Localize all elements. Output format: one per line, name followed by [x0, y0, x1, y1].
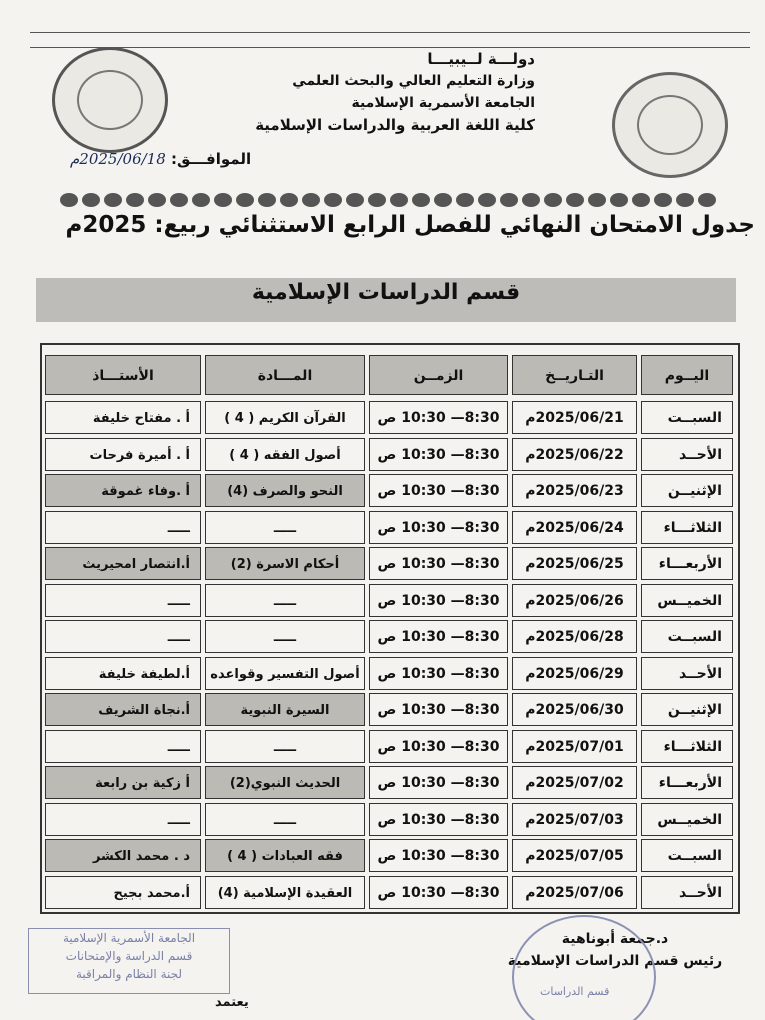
- department-stamp-text: قسم الدراسات: [540, 985, 610, 998]
- subject-cell: ـــــ: [205, 511, 365, 544]
- bead-dot: [104, 193, 122, 207]
- time-cell: 8:30— 10:30 ص: [369, 803, 508, 836]
- instructor-cell: أ .وفاء غموقة: [45, 474, 201, 507]
- bead-dot: [698, 193, 716, 207]
- header-subject: المـــادة: [205, 355, 365, 395]
- day-cell: الإثنيــن: [641, 474, 733, 507]
- bead-dot: [82, 193, 100, 207]
- header-day: اليــوم: [641, 355, 733, 395]
- instructor-cell: أ . مفتاح خليفة: [45, 401, 201, 434]
- time-cell: 8:30— 10:30 ص: [369, 547, 508, 580]
- bead-dot: [280, 193, 298, 207]
- subject-cell: الحديث النبوي(2): [205, 766, 365, 799]
- day-cell: الخميــس: [641, 803, 733, 836]
- instructor-cell: ـــــ: [45, 584, 201, 617]
- bead-dot: [500, 193, 518, 207]
- top-border: [30, 32, 750, 48]
- instructor-cell: أ.نجاة الشريف: [45, 693, 201, 726]
- date-cell: 2025/06/28م: [512, 620, 637, 653]
- day-cell: الأربعـــاء: [641, 547, 733, 580]
- bead-dot: [368, 193, 386, 207]
- university-name: الجامعة الأسمرية الإسلامية: [351, 95, 535, 111]
- instructor-cell: أ.محمد بجيح: [45, 876, 201, 909]
- instructor-cell: ـــــ: [45, 803, 201, 836]
- day-cell: الثلاثـــاء: [641, 511, 733, 544]
- stamp-line-2: قسم الدراسة والإمتحانات: [65, 949, 193, 963]
- bead-dot: [610, 193, 628, 207]
- department-name: قسم الدراسات الإسلامية: [251, 280, 521, 305]
- subject-cell: القرآن الكريم ( 4 ): [205, 401, 365, 434]
- bead-dot: [522, 193, 540, 207]
- stamp-line-3: لجنة النظام والمراقبة: [75, 967, 183, 981]
- day-cell: الأحــد: [641, 876, 733, 909]
- time-cell: 8:30— 10:30 ص: [369, 584, 508, 617]
- bead-dot: [148, 193, 166, 207]
- day-cell: الأربعـــاء: [641, 766, 733, 799]
- subject-cell: ـــــ: [205, 730, 365, 763]
- college-logo-seal: [52, 47, 168, 153]
- day-cell: السبــت: [641, 401, 733, 434]
- header-time: الزمــن: [369, 355, 508, 395]
- date-cell: 2025/07/06م: [512, 876, 637, 909]
- subject-cell: أصول التفسير وقواعده: [205, 657, 365, 690]
- time-cell: 8:30— 10:30 ص: [369, 620, 508, 653]
- bead-dot: [302, 193, 320, 207]
- day-cell: الإثنيــن: [641, 693, 733, 726]
- subject-cell: العقيدة الإسلامية (4): [205, 876, 365, 909]
- instructor-cell: أ.انتصار امحيريث: [45, 547, 201, 580]
- day-cell: الأحــد: [641, 657, 733, 690]
- subject-cell: ـــــ: [205, 803, 365, 836]
- bead-dot: [478, 193, 496, 207]
- letterhead: [215, 48, 535, 136]
- ministry-name: وزارة التعليم العالي والبحث العلمي: [292, 73, 535, 89]
- subject-cell: أحكام الاسرة (2): [205, 547, 365, 580]
- bead-dot: [544, 193, 562, 207]
- day-cell: الثلاثـــاء: [641, 730, 733, 763]
- date-cell: 2025/07/03م: [512, 803, 637, 836]
- time-cell: 8:30— 10:30 ص: [369, 876, 508, 909]
- subject-cell: ـــــ: [205, 620, 365, 653]
- date-label: الموافـــق:: [171, 150, 252, 168]
- date-value: 2025/06/18م: [70, 150, 166, 168]
- bead-dot: [654, 193, 672, 207]
- college-name: كلية اللغة العربية والدراسات الإسلامية: [255, 116, 535, 134]
- bead-dot: [390, 193, 408, 207]
- instructor-cell: ـــــ: [45, 620, 201, 653]
- instructor-cell: أ زكية بن رابعة: [45, 766, 201, 799]
- instructor-cell: ـــــ: [45, 730, 201, 763]
- date-cell: 2025/06/24م: [512, 511, 637, 544]
- instructor-cell: أ.لطيفة خليفة: [45, 657, 201, 690]
- time-cell: 8:30— 10:30 ص: [369, 693, 508, 726]
- header-instructor: الأستـــاذ: [45, 355, 201, 395]
- exam-committee-stamp: [28, 928, 230, 994]
- instructor-cell: د . محمد الكشر: [45, 839, 201, 872]
- date-cell: 2025/06/29م: [512, 657, 637, 690]
- bead-dot: [170, 193, 188, 207]
- time-cell: 8:30— 10:30 ص: [369, 474, 508, 507]
- instructor-cell: أ . أميرة فرحات: [45, 438, 201, 471]
- bead-dot: [60, 193, 78, 207]
- subject-cell: فقه العبادات ( 4 ): [205, 839, 365, 872]
- time-cell: 8:30— 10:30 ص: [369, 511, 508, 544]
- day-cell: السبــت: [641, 620, 733, 653]
- bead-dot: [412, 193, 430, 207]
- day-cell: الأحــد: [641, 438, 733, 471]
- day-cell: الخميــس: [641, 584, 733, 617]
- bead-dot: [434, 193, 452, 207]
- date-cell: 2025/06/22م: [512, 438, 637, 471]
- bead-dot: [192, 193, 210, 207]
- date-cell: 2025/07/01م: [512, 730, 637, 763]
- date-cell: 2025/06/26م: [512, 584, 637, 617]
- instructor-cell: ـــــ: [45, 511, 201, 544]
- subject-cell: السيرة النبوية: [205, 693, 365, 726]
- bead-dot: [236, 193, 254, 207]
- signatory-name: د.جمعة أبوناهية: [561, 931, 669, 947]
- signatory-role: رئيس قسم الدراسات الإسلامية: [507, 953, 723, 969]
- date-cell: 2025/07/02م: [512, 766, 637, 799]
- exam-schedule-table: [40, 343, 740, 914]
- subject-cell: النحو والصرف (4): [205, 474, 365, 507]
- date-cell: 2025/06/25م: [512, 547, 637, 580]
- bead-dot: [324, 193, 342, 207]
- date-cell: 2025/06/23م: [512, 474, 637, 507]
- decorative-divider: [60, 190, 710, 214]
- time-cell: 8:30— 10:30 ص: [369, 730, 508, 763]
- bead-dot: [214, 193, 232, 207]
- subject-cell: ـــــ: [205, 584, 365, 617]
- approval-label: يعتمد: [215, 995, 249, 1010]
- bead-dot: [346, 193, 364, 207]
- bead-dot: [456, 193, 474, 207]
- time-cell: 8:30— 10:30 ص: [369, 438, 508, 471]
- bead-dot: [676, 193, 694, 207]
- bead-dot: [126, 193, 144, 207]
- date-cell: 2025/07/05م: [512, 839, 637, 872]
- bead-dot: [632, 193, 650, 207]
- header-date: التـاريــخ: [512, 355, 637, 395]
- time-cell: 8:30— 10:30 ص: [369, 766, 508, 799]
- bead-dot: [566, 193, 584, 207]
- document-date: [70, 150, 251, 168]
- time-cell: 8:30— 10:30 ص: [369, 839, 508, 872]
- date-cell: 2025/06/21م: [512, 401, 637, 434]
- day-cell: السبــت: [641, 839, 733, 872]
- stamp-line-1: الجامعة الأسمرية الإسلامية: [62, 931, 196, 945]
- time-cell: 8:30— 10:30 ص: [369, 657, 508, 690]
- bead-dot: [258, 193, 276, 207]
- bead-dot: [588, 193, 606, 207]
- date-cell: 2025/06/30م: [512, 693, 637, 726]
- university-logo-seal: [612, 72, 728, 178]
- time-cell: 8:30— 10:30 ص: [369, 401, 508, 434]
- state-name: دولـــة لــيبيـــا: [427, 50, 535, 68]
- subject-cell: أصول الفقه ( 4 ): [205, 438, 365, 471]
- schedule-title: جدول الامتحان النهائي للفصل الرابع الاستثنائي ربيع: 2025م: [65, 212, 755, 238]
